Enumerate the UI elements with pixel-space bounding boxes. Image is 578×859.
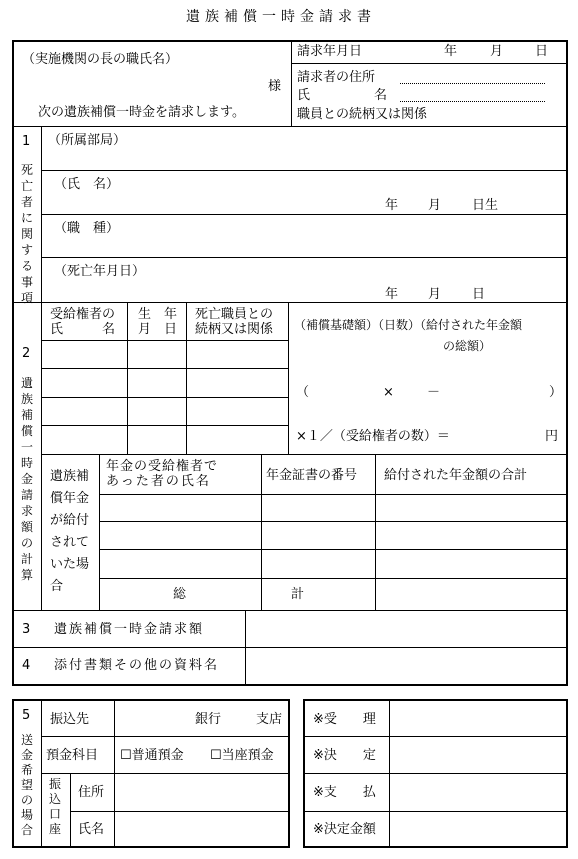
pension-label-3: が給付: [50, 513, 90, 528]
calc-times: ×: [383, 385, 394, 400]
sum-label-1: 総: [173, 587, 187, 602]
intro-text: 次の遺族補償一時金を請求します。: [38, 105, 245, 120]
branch-label: 支店: [256, 712, 283, 727]
deceased-name-label: （氏 名）: [54, 177, 120, 192]
name-label-2: 名: [374, 88, 388, 103]
address-field[interactable]: [400, 83, 545, 84]
name-label-1: 氏: [297, 88, 311, 103]
office-received-label: ※受 理: [313, 712, 376, 727]
date-hi: 日: [535, 44, 549, 59]
pension-col-name-1: 年金の受給権者で: [106, 459, 219, 474]
account-name-label: 氏名: [78, 822, 105, 837]
calc-head-1: （補償基礎額）（日数）（給付された年金額: [294, 318, 523, 332]
pension-label-5: いた場: [50, 557, 90, 572]
death-tsuki: 月: [428, 287, 442, 302]
name-field[interactable]: [400, 101, 545, 102]
col-birth-1: 生 年: [138, 307, 178, 322]
bank-label: 銀行: [195, 712, 222, 727]
office-amount-label: ※決定金額: [313, 822, 376, 837]
current-deposit-checkbox[interactable]: ☐当座預金: [210, 748, 274, 763]
col-relation-1: 死亡職員との: [195, 307, 274, 322]
col-recipient-1: 受給権者の: [50, 307, 116, 322]
birth-nen: 年: [385, 198, 399, 213]
col-relation-2: 続柄又は関係: [195, 322, 274, 337]
pension-label-4: されて: [50, 535, 90, 550]
sum-label-2: 計: [291, 587, 305, 602]
job-label: （職 種）: [54, 221, 120, 236]
office-paid-label: ※支 払: [313, 785, 376, 800]
pension-col-name-2: あった者の氏名: [106, 474, 211, 489]
calc-div: ×１／（受給権者の数）＝: [296, 429, 450, 444]
relation-label: 職員との続柄又は関係: [297, 107, 428, 122]
org-head-label: （実施機関の長の職氏名）: [22, 52, 179, 67]
section4-label: 添付書類その他の資料名: [54, 658, 220, 673]
section4-number: 4: [22, 658, 31, 673]
document-title: 遺族補償一時金請求書: [186, 9, 376, 25]
calc-yen: 円: [545, 429, 559, 444]
section2-number: 2: [22, 346, 31, 361]
death-date-label: （死亡年月日）: [54, 264, 146, 279]
death-nen: 年: [385, 287, 399, 302]
pension-label-1: 遺族補: [50, 469, 90, 484]
date-nen: 年: [444, 44, 458, 59]
death-hi: 日: [472, 287, 486, 302]
pension-col-total: 給付された年金額の合計: [384, 468, 528, 483]
col-recipient-2: 氏 名: [50, 322, 116, 337]
section5-number: 5: [22, 708, 31, 723]
calc-head-2: の総額）: [443, 339, 492, 353]
section3-label: 遺族補償一時金請求額: [54, 622, 205, 637]
col-birth-2: 月 日: [138, 322, 178, 337]
deposit-type-label: 預金科目: [46, 748, 99, 763]
section1-number: 1: [22, 134, 31, 149]
office-decided-label: ※決 定: [313, 748, 376, 763]
dept-label: （所属部局）: [48, 133, 127, 148]
calc-open: （: [296, 385, 310, 400]
ordinary-deposit-checkbox[interactable]: ☐普通預金: [120, 748, 184, 763]
pension-label-6: 合: [50, 579, 64, 594]
calc-minus: －: [427, 385, 441, 400]
account-address-label: 住所: [78, 785, 105, 800]
date-tsuki: 月: [490, 44, 504, 59]
pension-col-cert: 年金証書の番号: [266, 468, 358, 483]
pension-label-2: 償年金: [50, 491, 90, 506]
sama-label: 様: [268, 79, 282, 94]
furikomi-label: 振込先: [50, 712, 90, 727]
address-label: 請求者の住所: [297, 70, 376, 85]
section3-number: 3: [22, 622, 31, 637]
request-date-label: 請求年月日: [297, 44, 363, 59]
account-vertical-label: 振込口座: [48, 777, 61, 836]
calc-close: ）: [549, 385, 563, 400]
section1-vertical-label: 死亡者に関する事項: [20, 163, 33, 305]
section2-vertical-label: 遺族補償一時金請求額の計算: [20, 376, 33, 582]
section5-vertical-label: 送金希望の場合: [20, 733, 33, 837]
birth-hi: 日生: [472, 198, 499, 213]
birth-tsuki: 月: [428, 198, 442, 213]
